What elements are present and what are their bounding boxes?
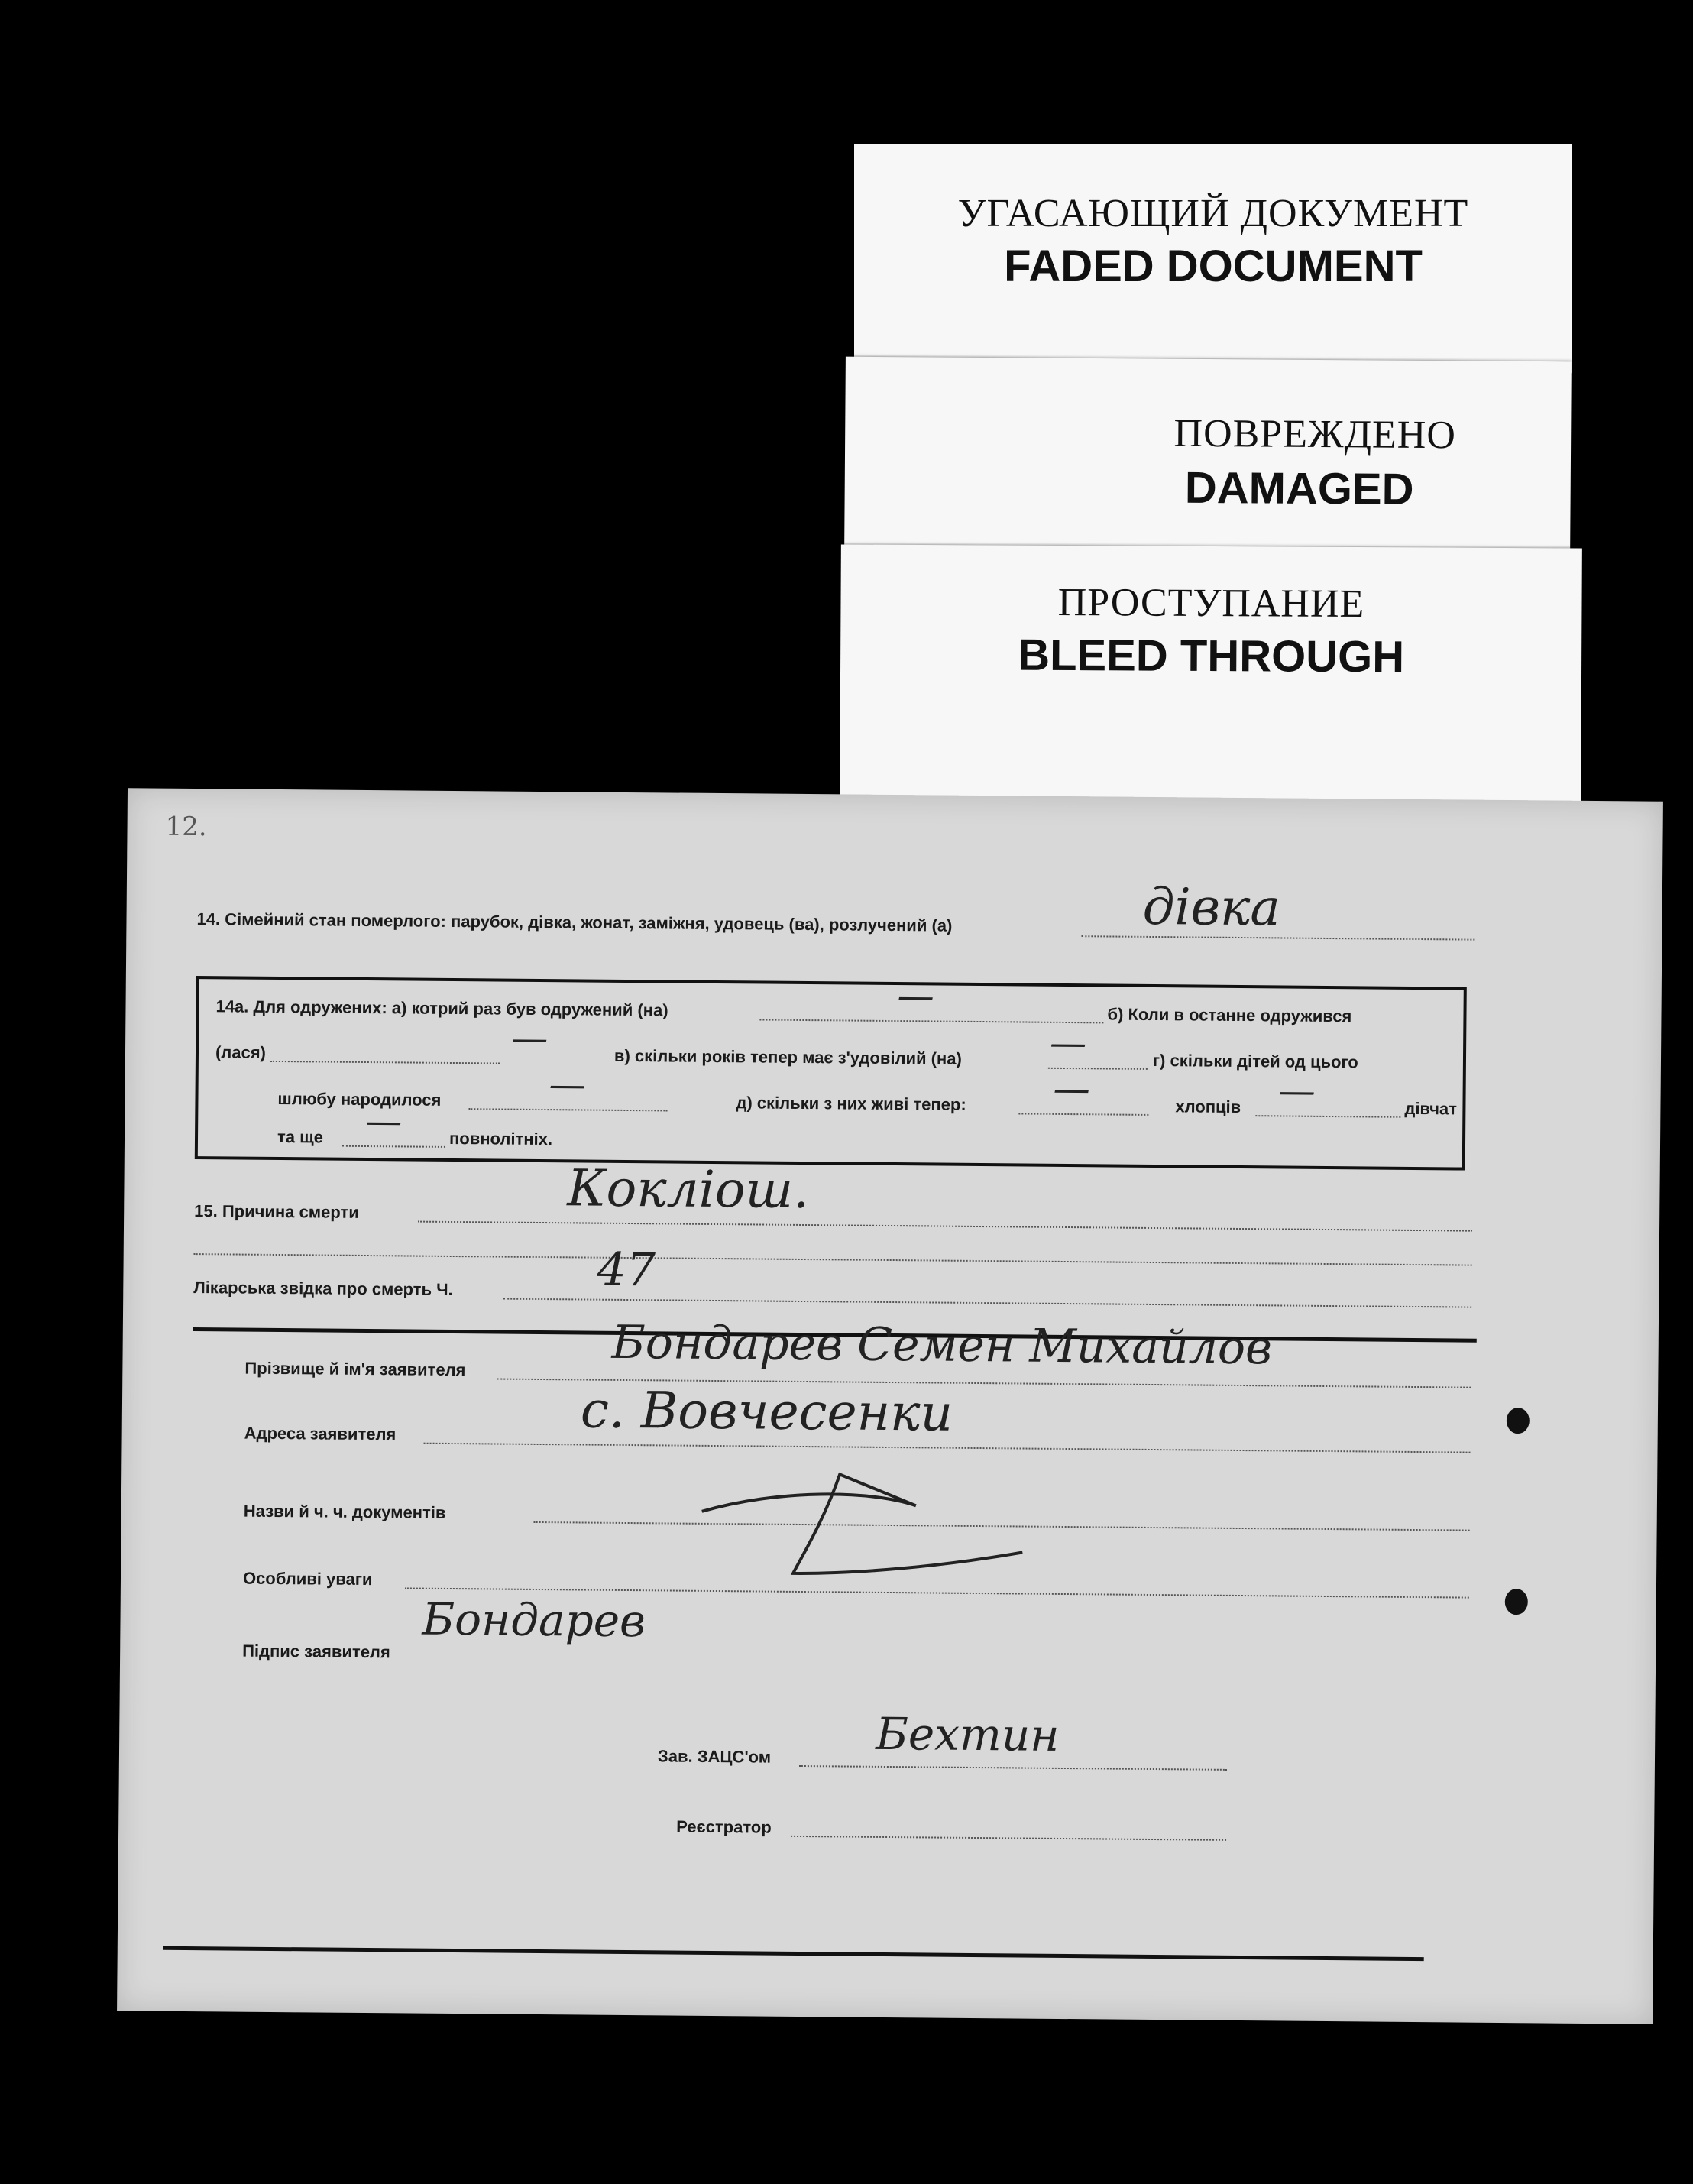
dots-15 [418,1221,1472,1232]
bleed-label-ru: ПРОСТУПАНИЕ [1057,580,1365,627]
signature-value: Бондарев [422,1593,646,1648]
dots-doctor [503,1298,1471,1308]
field-14a-line3a: шлюбу народилося [277,1088,442,1110]
dots-registrar [791,1836,1226,1841]
registrar-label: Реєстратор [676,1816,772,1837]
value-14a-6: — [1278,1069,1316,1113]
field-14a-line1b: б) Коли в останне одружився [1107,1004,1352,1026]
bottom-rule [163,1946,1424,1961]
field-14a-line2a: (лася) [215,1042,267,1062]
field-14a-line3d: дівчат [1404,1098,1458,1119]
bleed-label-en: BLEED THROUGH [1018,630,1405,682]
field-14-label: 14. Сімейний стан померлого: парубок, дівка, жонат, заміжня, удовець (ва), розлучений (а) [196,909,953,935]
field-14a-line4a: та ще [277,1126,324,1147]
value-14a-4: — [549,1063,586,1107]
applicant-address-value: с. Вовчесенки [580,1380,953,1443]
zags-signature: Бехтин [875,1707,1060,1761]
binding-hole [1505,1589,1528,1615]
damaged-label-ru: ПОВРЕЖДЕНО [1173,411,1457,458]
field-14a-line2b: в) скільки років тепер має з'удовілий (на) [613,1045,962,1068]
signature-label: Підпис заявителя [242,1641,390,1662]
value-14a-3: — [1049,1021,1087,1065]
notes-label: Особливі уваги [242,1568,373,1589]
damaged-card [844,357,1572,557]
field-14-value: дівка [1142,877,1281,938]
dots-address [424,1443,1471,1453]
dots-zags [799,1765,1227,1771]
value-14a-2: — [510,1016,549,1061]
value-14a-5: — [1053,1067,1090,1111]
field-14a-line3c: хлопців [1175,1097,1241,1116]
damaged-label-en: DAMAGED [1184,462,1414,514]
faded-document-card [854,144,1572,373]
applicant-name-label: Прізвище й ім'я заявителя [244,1358,466,1380]
doctor-cert-label: Лікарська звідка про смерть Ч. [193,1278,453,1299]
bleed-through-card [840,544,1582,808]
value-14a-1: — [897,974,934,1018]
value-14a-7: — [364,1099,403,1143]
faded-label-en: FADED DOCUMENT [1004,241,1423,291]
binding-hole [1507,1408,1530,1434]
dash-scribble [686,1458,1039,1599]
field-14a-line2c: г) скільки дітей од цього [1152,1050,1358,1072]
field-15-value: Кокліош. [567,1158,810,1220]
applicant-address-label: Адреса заявителя [244,1423,397,1444]
field-14a-line4b: повнолітніх. [448,1128,553,1149]
zags-label: Зав. ЗАЦС'ом [657,1746,772,1767]
death-record-form [117,788,1663,2024]
documents-label: Назви й ч. ч. документів [243,1501,446,1522]
doctor-cert-value: 47 [597,1243,656,1298]
field-14a-line1a: 14а. Для одружених: а) котрий раз був одружений (на) [215,996,668,1020]
corner-number: 12. [165,811,207,843]
field-15-label: 15. Причина смерти [194,1201,359,1222]
faded-label-ru: УГАСАЮЩИЙ ДОКУМЕНТ [957,192,1469,235]
field-14a-line3b: д) скільки з них живі тепер: [736,1093,966,1114]
applicant-name-value: Бондарев Семен Михайлов [611,1315,1273,1376]
dots-15b [194,1253,1472,1266]
